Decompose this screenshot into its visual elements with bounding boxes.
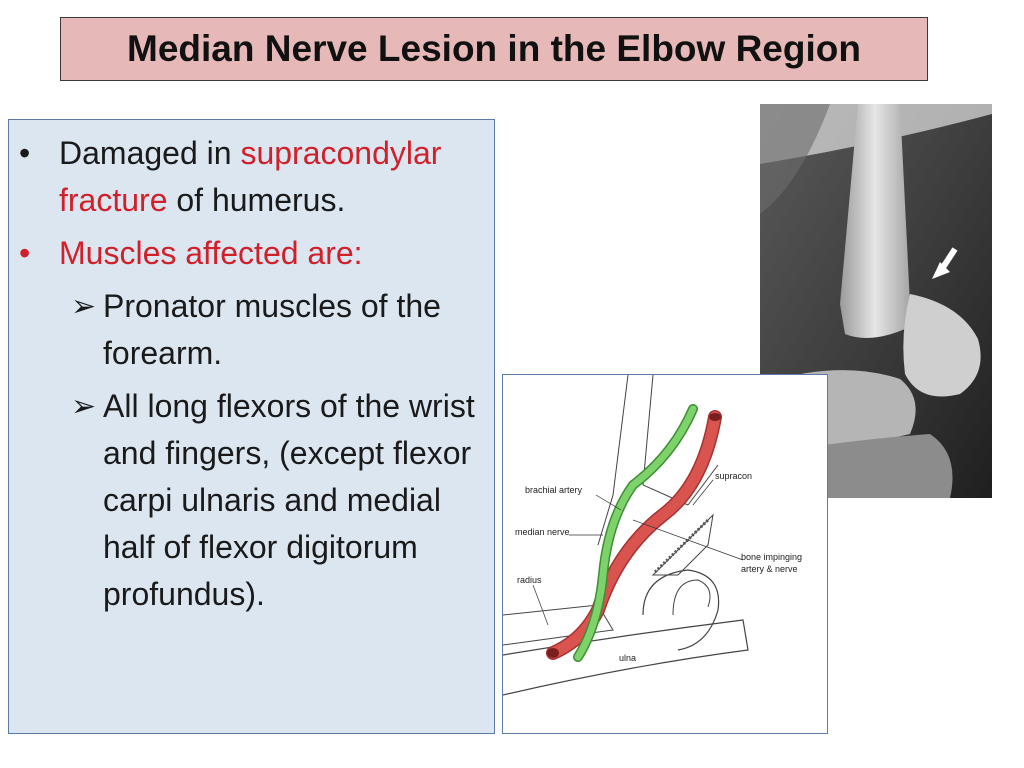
elbow-diagram — [502, 374, 828, 734]
bullet-text-suffix: of humerus. — [167, 182, 346, 218]
label-brachial-artery: brachial artery — [525, 485, 583, 495]
bullet-dot-icon: • — [19, 135, 31, 171]
label-radius: radius — [517, 575, 542, 585]
bullet-dot-icon: • — [19, 235, 31, 271]
sub-bullet-pronator — [9, 283, 483, 377]
bullet-text-highlight: supracondylar fracture — [59, 135, 442, 218]
sub-bullet-flexors — [9, 383, 483, 618]
sub-bullet-text: Pronator muscles of the forearm. — [103, 288, 441, 371]
bullet-muscles — [9, 230, 479, 277]
arrow-bullet-icon: ➢ — [71, 390, 97, 423]
content-box — [8, 119, 495, 734]
bullet-text-prefix: Damaged in — [59, 135, 241, 171]
label-bone-impinging-2: artery & nerve — [741, 564, 798, 574]
diagram-graphic — [503, 375, 828, 734]
sub-bullet-text: All long flexors of the wrist and fingers, (except flexor carpi ulnaris and medial half of flexor digitorum profundus). — [103, 388, 475, 612]
title-box — [60, 17, 928, 81]
label-median-nerve: median nerve — [515, 527, 570, 537]
bullet-damaged — [9, 130, 479, 224]
bullet-list — [9, 130, 496, 618]
label-bone-impinging-1: bone impinging — [741, 552, 803, 562]
label-ulna: ulna — [619, 653, 637, 663]
arrow-bullet-icon: ➢ — [71, 290, 97, 323]
bullet-text: Muscles affected are: — [59, 235, 363, 271]
label-supracondylar: supracon — [715, 471, 753, 481]
slide-title: Median Nerve Lesion in the Elbow Region — [127, 28, 861, 69]
